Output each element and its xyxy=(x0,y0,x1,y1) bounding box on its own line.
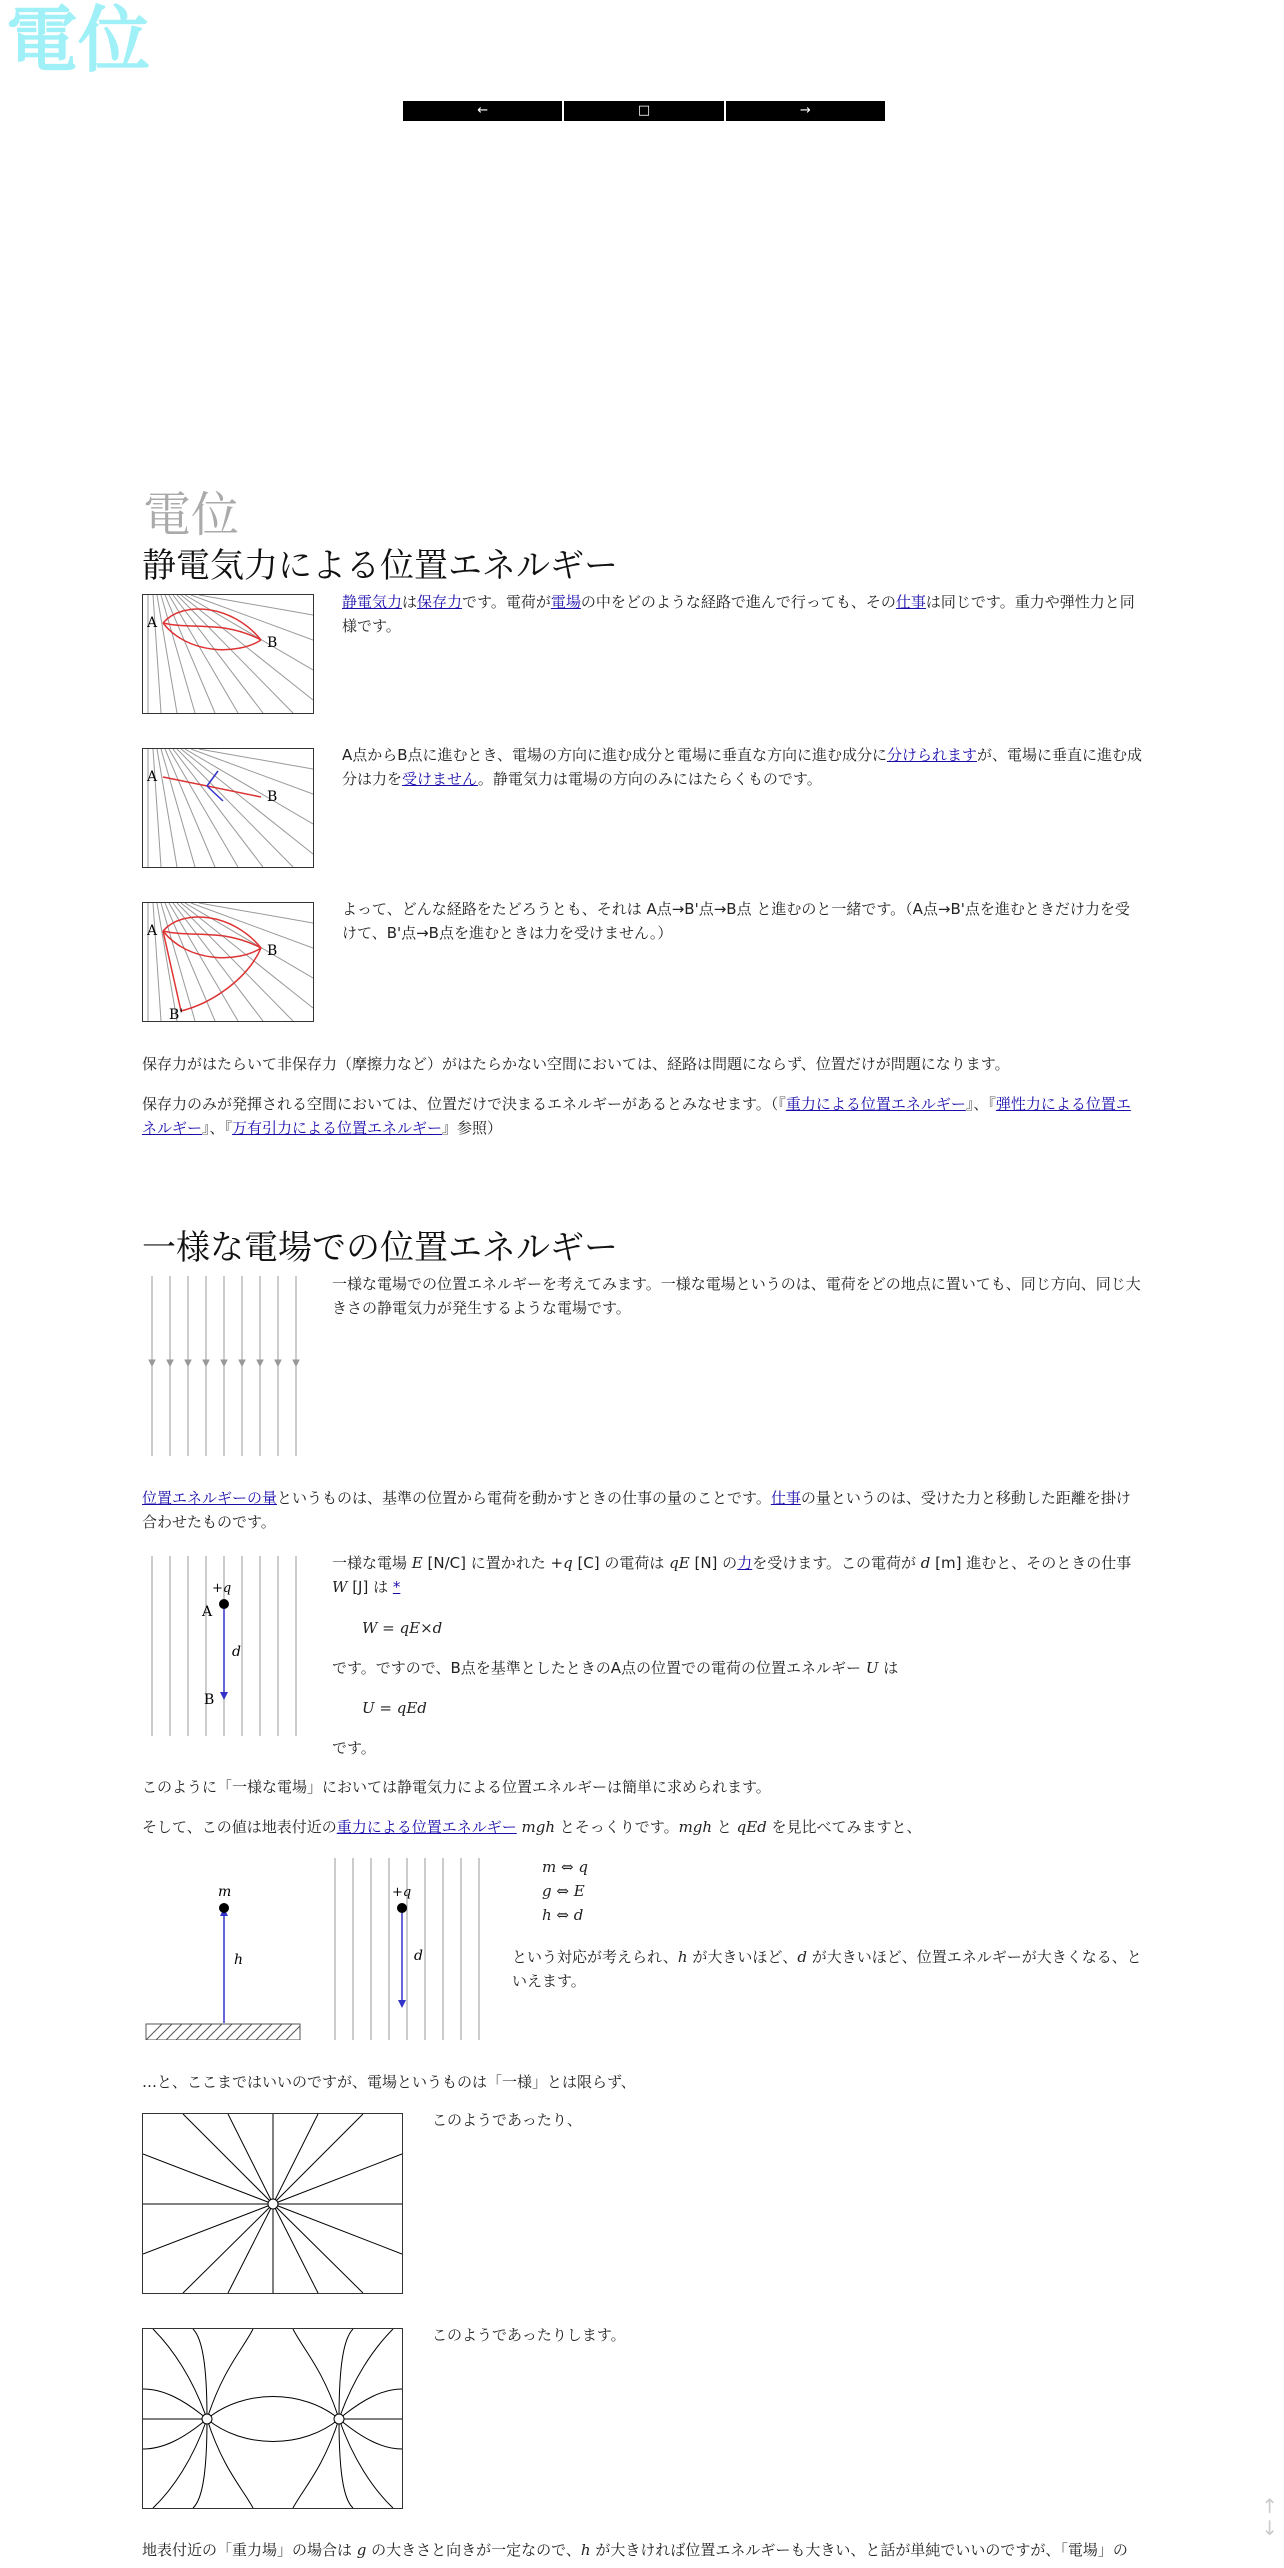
label-b: B xyxy=(267,943,278,959)
s1-paragraph-5: 保存力のみが発揮される空間においては、位置だけで決まるエネルギーがあるとみなせます。（『重力による位置エネルギー』、『弾性力による位置エネルギー』、『万有引力による位置エネルギー』参照） xyxy=(142,1095,1131,1137)
label-a: A xyxy=(147,923,158,939)
label-d: d xyxy=(232,1644,241,1660)
link-pe-amount[interactable]: 位置エネルギーの量 xyxy=(142,1489,278,1507)
label-d: d xyxy=(414,1948,423,1964)
link-conservative-force[interactable]: 保存力 xyxy=(417,593,463,611)
label-a: A xyxy=(147,769,158,785)
site-logo[interactable]: 電位 xyxy=(6,0,151,82)
s2-paragraph-6: このように「一様な電場」においては静電気力による位置エネルギーは簡単に求められます。 xyxy=(142,1778,771,1796)
label-b-prime: B' xyxy=(169,1007,184,1022)
scroll-down-button[interactable]: ↓ xyxy=(1261,2516,1278,2540)
correspondence-h-d: h ⇔ d xyxy=(542,1906,584,1924)
figure-field-analogy xyxy=(330,1858,490,2040)
section-heading-electrostatic: 静電気力による位置エネルギー xyxy=(142,546,618,586)
figure-two-charge-field xyxy=(142,2328,403,2509)
s2-paragraph-4: です。ですので、B点を基準としたときのA点の位置での電荷の位置エネルギー U は xyxy=(332,1659,899,1677)
prev-page-button[interactable]: ← xyxy=(403,101,562,121)
figure-gravity-analogy xyxy=(142,1858,312,2040)
s1-paragraph-3: よって、どんな経路をたどろうとも、それは A点→B'点→B点 と進むのと一緒です。（A点→B'点を進むときだけ力を受けて、B'点→B点を進むときは力を受けません。） xyxy=(342,900,1130,942)
s2-paragraph-10: このようであったり、 xyxy=(432,2111,582,2129)
s2-paragraph-9: …と、ここまではいいのですが、電場というものは「一様」とは限らず、 xyxy=(142,2073,636,2091)
equation-potential-energy: U = qEd xyxy=(362,1699,427,1717)
link-electric-field[interactable]: 電場 xyxy=(550,593,581,611)
link-universal-gravitation-pe[interactable]: 万有引力による位置エネルギー xyxy=(232,1119,443,1137)
s2-paragraph-3: 一様な電場 E [N/C] に置かれた +q [C] の電荷は qE [N] の力を受けます。この電荷が d [m] 進むと、そのときの仕事 W [J] は * xyxy=(332,1554,1132,1596)
label-h: h xyxy=(234,1952,244,1968)
s2-paragraph-11: このようであったりします。 xyxy=(432,2326,626,2344)
equation-work: W = qE×d xyxy=(362,1619,443,1637)
correspondence-g-e: g ⇔ E xyxy=(542,1882,585,1900)
page-nav xyxy=(403,101,885,121)
figure-components xyxy=(142,748,314,868)
s2-paragraph-2: 位置エネルギーの量というものは、基準の位置から電荷を動かすときの仕事の量のことです。仕事の量というのは、受けた力と移動した距離を掛け合わせたものです。 xyxy=(142,1489,1131,1531)
link-no-force[interactable]: 受けません xyxy=(402,770,478,788)
label-a: A xyxy=(202,1604,213,1620)
link-work-2[interactable]: 仕事 xyxy=(770,1489,801,1507)
figure-curved-paths xyxy=(142,594,314,714)
label-b: B xyxy=(267,635,278,651)
label-b: B xyxy=(204,1692,215,1708)
label-plus-q: +q xyxy=(212,1581,232,1596)
figure-path-via-b-prime xyxy=(142,902,314,1022)
link-force[interactable]: 力 xyxy=(737,1554,753,1572)
link-gravitational-pe-2[interactable]: 重力による位置エネルギー xyxy=(336,1818,517,1836)
link-footnote[interactable]: * xyxy=(392,1578,401,1596)
s2-paragraph-7: そして、この値は地表付近の重力による位置エネルギー mgh とそっくりです。mgh と qEd を見比べてみますと、 xyxy=(142,1818,922,1836)
s1-paragraph-4: 保存力がはたらいて非保存力（摩擦力など）がはたらかない空間においては、経路は問題にならず、位置だけが問題になります。 xyxy=(142,1055,1010,1073)
s2-paragraph-5: です。 xyxy=(332,1739,376,1757)
link-work[interactable]: 仕事 xyxy=(895,593,926,611)
link-decompose[interactable]: 分けられます xyxy=(886,746,977,764)
label-a: A xyxy=(147,615,158,631)
index-button[interactable]: □ xyxy=(564,101,723,121)
label-b: B xyxy=(267,789,278,805)
link-gravitational-pe[interactable]: 重力による位置エネルギー xyxy=(785,1095,966,1113)
label-plus-q: +q xyxy=(392,1885,412,1900)
correspondence-m-q: m ⇔ q xyxy=(542,1858,588,1876)
s2-paragraph-1: 一様な電場での位置エネルギーを考えてみます。一様な電場というのは、電荷をどの地点に置いても、同じ方向、同じ大きさの静電気力が発生するような電場です。 xyxy=(332,1275,1141,1317)
section-heading-uniform-field: 一様な電場での位置エネルギー xyxy=(142,1228,618,1268)
figure-uniform-field xyxy=(142,1276,302,1456)
s2-paragraph-12: 地表付近の「重力場」の場合は g の大きさと向きが一定なので、h が大きければ位置エネルギーも大きい、と話が単純でいいのですが、「電場」の xyxy=(142,2541,1128,2559)
s2-paragraph-8: という対応が考えられ、h が大きいほど、d が大きいほど、位置エネルギーが大きくなる、といえます。 xyxy=(512,1948,1142,1990)
page-breadcrumb: 電位 xyxy=(143,487,240,543)
figure-radial-field xyxy=(142,2113,403,2294)
next-page-button[interactable]: → xyxy=(726,101,885,121)
s1-paragraph-2: A点からB点に進むとき、電場の方向に進む成分と電場に垂直な方向に進む成分に分けられますが、電場に垂直に進む成分は力を受けません。静電気力は電場の方向のみにはたらくものです。 xyxy=(342,746,1142,788)
scroll-up-button[interactable]: ↑ xyxy=(1261,2494,1278,2518)
figure-charge-in-field xyxy=(142,1556,302,1736)
link-elastic-pe[interactable]: 弾性力による位置エネルギー xyxy=(142,1095,1131,1137)
correspondence-list xyxy=(542,1855,588,1927)
scroll-controls xyxy=(1261,2495,1278,2539)
s1-paragraph-1: 静電気力は保存力です。電荷が電場の中をどのような経路で進んで行っても、その仕事は同じです。重力や弾性力と同様です。 xyxy=(342,593,1135,635)
link-electrostatic-force[interactable]: 静電気力 xyxy=(342,593,403,611)
label-m: m xyxy=(218,1884,232,1900)
